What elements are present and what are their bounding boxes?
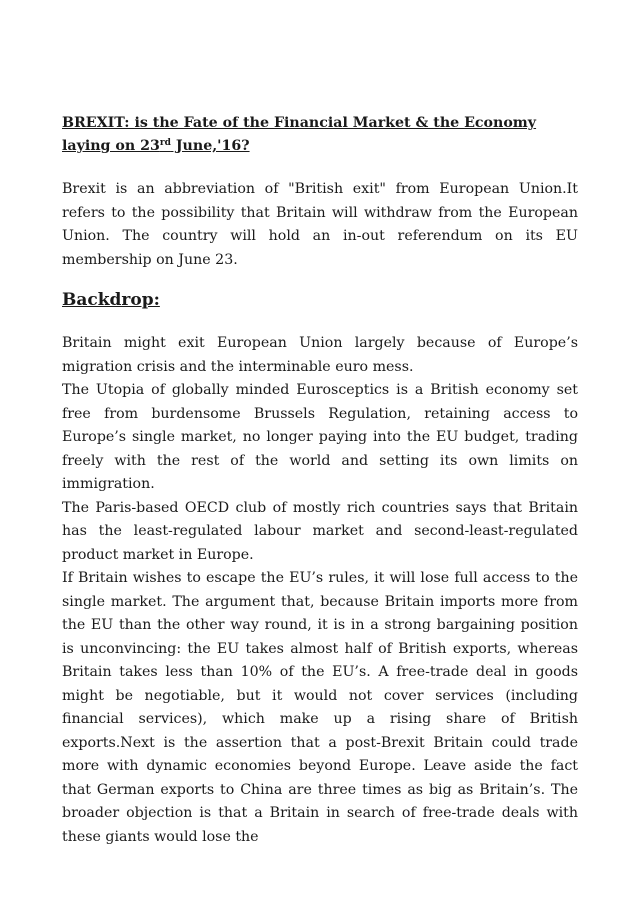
document-page [62,112,578,849]
body-paragraph: The Utopia of globally minded Eurosceptics is a British economy set free from burdensome Brussels Regulation, retaining access to Europe’s single market, no longer paying into the EU budget, trading freely with the rest of the world and setting its own limits on immigration. [62,382,578,492]
body-paragraph: If Britain wishes to escape the EU’s rules, it will lose full access to the single market. The argument that, because Britain imports more from the EU than the other way round, it is in a strong bargaining position is unconvincing: the EU takes almost half of British exports, whereas Britain takes less than 10% of the EU’s. A free-trade deal in goods might be negotiable, but it would not cover services (including financial services), which make up a rising share of British exports.Next is the assertion that a post-Brexit Britain could trade more with dynamic economies beyond Europe. Leave aside the fact that German exports to China are three times as big as Britain’s. The broader objection is that a Britain in search of free-trade deals with these giants would lose the [62,570,578,845]
title-superscript: rd [159,138,171,148]
backdrop-body [62,332,578,849]
section-heading-backdrop: Backdrop: [62,290,160,310]
body-paragraph: Britain might exit European Union largely because of Europe’s migration crisis and the interminable euro mess. [62,335,578,375]
body-paragraph: The Paris-based OECD club of mostly rich countries says that Britain has the least-regulated labour market and second-least-regulated product market in Europe. [62,499,578,563]
document-title [62,112,578,158]
intro-paragraph: Brexit is an abbreviation of "British exit" from European Union.It refers to the possibility that Britain will withdraw from the European Union. The country will hold an in-out referendum on its EU membership on June 23. [62,181,578,268]
document-title-suffix: June,'16? [170,138,250,154]
document-title-text: BREXIT: is the Fate of the Financial Market & the Economy laying on 23 [62,115,537,154]
